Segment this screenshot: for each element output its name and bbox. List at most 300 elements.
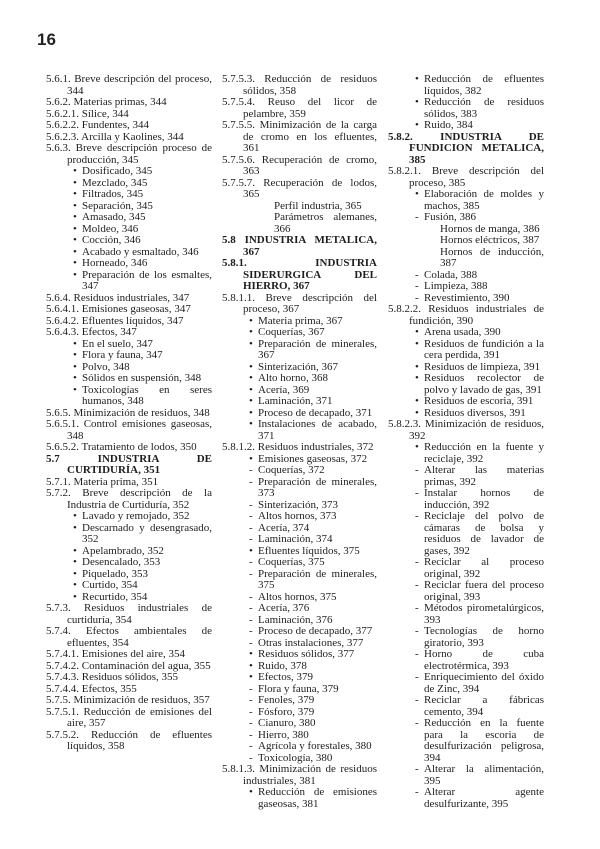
index-entry bbox=[46, 649, 212, 661]
entry-text: Reducción de residuos sólidos, 383 bbox=[424, 96, 544, 120]
entry-text: Hornos eléctricos, 387 bbox=[440, 234, 540, 246]
index-entry bbox=[388, 764, 544, 787]
entry-text: Residuos diversos, 391 bbox=[424, 406, 526, 419]
entry-text: Filtrados, 345 bbox=[82, 188, 144, 200]
entry-text: Horno de cuba electrotérmica, 393 bbox=[424, 648, 544, 672]
bullet-marker: • bbox=[73, 176, 77, 189]
entry-text: Residuos sólidos, 377 bbox=[258, 648, 355, 660]
entry-text: 5.6.4.1. Emisiones gaseosas, 347 bbox=[46, 303, 191, 315]
entry-text: 5.8.1.3. Minimización de residuos industriales, 381 bbox=[222, 763, 377, 787]
dash-marker: - bbox=[415, 694, 419, 706]
index-entry bbox=[46, 373, 212, 385]
index-entry bbox=[222, 511, 377, 523]
entry-text: Cianuro, 380 bbox=[258, 717, 316, 729]
entry-text: Flora y fauna, 347 bbox=[82, 349, 163, 361]
entry-text: Sinterización, 367 bbox=[258, 360, 339, 373]
entry-text: Descarnado y desengrasado, 352 bbox=[82, 521, 212, 545]
dash-marker: - bbox=[249, 705, 253, 718]
entry-text: 5.6.5. Minimización de residuos, 348 bbox=[46, 406, 210, 419]
entry-text: Reciclar fuera del proceso original, 393 bbox=[424, 579, 544, 603]
bullet-marker: • bbox=[415, 119, 419, 131]
entry-text: Piquelado, 353 bbox=[82, 567, 148, 580]
dash-marker: - bbox=[415, 763, 419, 775]
bullet-marker: • bbox=[73, 567, 77, 580]
entry-text: 5.8.2.3. Minimización de residuos, 392 bbox=[388, 418, 544, 442]
index-entry bbox=[222, 212, 377, 235]
dash-marker: - bbox=[249, 475, 253, 488]
bullet-marker: • bbox=[73, 544, 77, 557]
dash-marker: - bbox=[249, 636, 253, 649]
index-entry bbox=[388, 339, 544, 362]
bullet-marker: • bbox=[73, 234, 77, 246]
bullet-marker: • bbox=[415, 73, 419, 85]
bullet-marker: • bbox=[249, 314, 253, 327]
entry-text: 5.6.2. Materias primas, 344 bbox=[46, 96, 167, 108]
entry-text: 5.7.4.4. Efectos, 355 bbox=[46, 682, 137, 695]
entry-text: Reducción de emisiones gaseosas, 381 bbox=[258, 786, 377, 810]
index-entry bbox=[46, 442, 212, 454]
index-entry bbox=[388, 718, 544, 764]
entry-text: Preparación de los esmaltes, 347 bbox=[82, 268, 212, 292]
entry-text: 5.8.1. INDUSTRIA SIDERURGICA DEL HIERRO, 367 bbox=[222, 257, 377, 292]
bullet-marker: • bbox=[73, 510, 77, 522]
index-entry bbox=[46, 419, 212, 442]
entry-text: Polvo, 348 bbox=[82, 360, 130, 373]
bullet-marker: • bbox=[249, 395, 253, 407]
bullet-marker: • bbox=[415, 406, 419, 419]
entry-text: Residuos recolector de polvo y lavado de gas, 391 bbox=[424, 372, 544, 396]
bullet-marker: • bbox=[73, 257, 77, 269]
entry-text: Hornos de inducción, 387 bbox=[440, 245, 544, 269]
entry-text: Flora y fauna, 379 bbox=[258, 682, 339, 695]
index-entry bbox=[222, 764, 377, 787]
entry-text: Moldeo, 346 bbox=[82, 222, 139, 235]
entry-text: 5.7.5.5. Minimización de la carga de cromo en los efluentes, 361 bbox=[222, 119, 377, 154]
index-entry bbox=[46, 304, 212, 316]
entry-text: Otras instalaciones, 377 bbox=[258, 636, 364, 649]
entry-text: Recurtido, 354 bbox=[82, 590, 148, 603]
index-entry bbox=[388, 603, 544, 626]
dash-marker: - bbox=[415, 786, 419, 798]
bullet-marker: • bbox=[73, 222, 77, 235]
index-column-1 bbox=[46, 74, 212, 753]
index-entry bbox=[222, 672, 377, 684]
dash-marker: - bbox=[249, 728, 253, 741]
entry-text: 5.7.4.2. Contaminación del agua, 355 bbox=[46, 659, 211, 672]
index-entry bbox=[222, 155, 377, 178]
entry-text: Residuos de limpieza, 391 bbox=[424, 360, 541, 373]
index-entry bbox=[388, 166, 544, 189]
bullet-marker: • bbox=[249, 406, 253, 419]
dash-marker: - bbox=[249, 751, 253, 764]
bullet-marker: • bbox=[249, 383, 253, 396]
page-number: 16 bbox=[37, 30, 56, 49]
index-entry bbox=[388, 235, 544, 247]
entry-text: 5.7.4. Efectos ambientales de efluentes, 354 bbox=[46, 625, 212, 649]
dash-marker: - bbox=[249, 498, 253, 511]
index-entry bbox=[46, 488, 212, 511]
bullet-marker: • bbox=[415, 441, 419, 453]
dash-marker: - bbox=[249, 510, 253, 522]
entry-text: Residuos de escoria, 391 bbox=[424, 395, 534, 407]
index-entry bbox=[222, 74, 377, 97]
entry-text: Sólidos en suspensión, 348 bbox=[82, 372, 202, 384]
index-entry bbox=[46, 166, 212, 178]
index-entry bbox=[46, 523, 212, 546]
bullet-marker: • bbox=[73, 383, 77, 396]
index-entry bbox=[222, 534, 377, 546]
index-entry bbox=[46, 730, 212, 753]
index-entry bbox=[46, 350, 212, 362]
entry-text: 5.6.2.1. Sílice, 344 bbox=[46, 107, 129, 120]
dash-marker: - bbox=[415, 671, 419, 683]
index-entry bbox=[46, 580, 212, 592]
entry-text: Arena usada, 390 bbox=[424, 326, 501, 338]
entry-text: Proceso de decapado, 377 bbox=[258, 625, 373, 637]
index-entry bbox=[46, 626, 212, 649]
entry-text: Laminación, 376 bbox=[258, 613, 333, 626]
entry-text: 5.6.3. Breve descripción proceso de producción, 345 bbox=[46, 142, 212, 166]
bullet-marker: • bbox=[73, 268, 77, 281]
entry-text: Coquerías, 367 bbox=[258, 326, 325, 338]
entry-text: Altos hornos, 373 bbox=[258, 510, 337, 522]
entry-text: Amasado, 345 bbox=[82, 211, 146, 223]
index-entry bbox=[222, 718, 377, 730]
index-entry bbox=[388, 120, 544, 132]
entry-text: 5.6.1. Breve descripción del proceso, 344 bbox=[46, 73, 212, 97]
bullet-marker: • bbox=[415, 372, 419, 384]
entry-text: 5.6.5.2. Tratamiento de lodos, 350 bbox=[46, 441, 197, 453]
bullet-marker: • bbox=[73, 165, 77, 177]
entry-text: Tecnologías de horno giratorio, 393 bbox=[424, 625, 544, 649]
bullet-marker: • bbox=[73, 188, 77, 200]
index-entry bbox=[388, 787, 544, 810]
entry-text: Ruido, 384 bbox=[424, 119, 473, 131]
index-entry bbox=[46, 212, 212, 224]
index-entry bbox=[388, 511, 544, 557]
dash-marker: - bbox=[415, 556, 419, 568]
index-entry bbox=[46, 235, 212, 247]
bullet-marker: • bbox=[249, 372, 253, 384]
dash-marker: - bbox=[249, 740, 253, 752]
bullet-marker: • bbox=[73, 349, 77, 361]
entry-text: Reducción de efluentes líquidos, 382 bbox=[424, 73, 544, 97]
entry-text: Efectos, 379 bbox=[258, 671, 313, 683]
bullet-marker: • bbox=[73, 579, 77, 591]
index-entry bbox=[388, 373, 544, 396]
index-entry bbox=[46, 672, 212, 684]
entry-text: Toxicologías en seres humanos, 348 bbox=[82, 383, 212, 407]
entry-text: Coquerías, 375 bbox=[258, 556, 325, 568]
dash-marker: - bbox=[415, 510, 419, 522]
entry-text: Altos hornos, 375 bbox=[258, 590, 337, 603]
index-entry bbox=[46, 270, 212, 293]
entry-text: 5.7.5.4. Reuso del licor de pelambre, 359 bbox=[222, 96, 377, 120]
entry-text: Ruido, 378 bbox=[258, 659, 307, 672]
index-entry bbox=[222, 178, 377, 201]
entry-text: Métodos pirometalúrgicos, 393 bbox=[424, 602, 544, 626]
bullet-marker: • bbox=[249, 648, 253, 660]
index-entry bbox=[46, 557, 212, 569]
bullet-marker: • bbox=[415, 360, 419, 373]
index-entry bbox=[46, 97, 212, 109]
entry-text: 5.7.1. Materia prima, 351 bbox=[46, 475, 159, 488]
index-entry bbox=[388, 212, 544, 224]
index-entry bbox=[388, 396, 544, 408]
entry-text: Fenoles, 379 bbox=[258, 694, 315, 706]
dash-marker: - bbox=[249, 694, 253, 706]
index-entry bbox=[388, 281, 544, 293]
entry-text: Sinterización, 373 bbox=[258, 498, 339, 511]
index-entry bbox=[388, 626, 544, 649]
bullet-marker: • bbox=[73, 372, 77, 384]
bullet-marker: • bbox=[73, 245, 77, 258]
index-entry bbox=[222, 741, 377, 753]
index-entry bbox=[46, 603, 212, 626]
entry-text: Preparación de minerales, 367 bbox=[258, 337, 377, 361]
entry-text: 5.6.4. Residuos industriales, 347 bbox=[46, 291, 190, 304]
entry-text: En el suelo, 347 bbox=[82, 337, 153, 350]
entry-text: 5.6.4.3. Efectos, 347 bbox=[46, 326, 137, 338]
dash-marker: - bbox=[249, 521, 253, 534]
index-entry bbox=[46, 511, 212, 523]
entry-text: Perfil industria, 365 bbox=[274, 199, 362, 212]
entry-text: Residuos de fundición a la cera perdida, 391 bbox=[424, 337, 544, 361]
index-entry bbox=[222, 339, 377, 362]
index-entry bbox=[388, 442, 544, 465]
index-entry bbox=[388, 304, 544, 327]
index-heading bbox=[222, 258, 377, 293]
index-entry bbox=[46, 74, 212, 97]
entry-text: Desencalado, 353 bbox=[82, 556, 161, 568]
index-entry bbox=[388, 97, 544, 120]
entry-text: Lavado y remojado, 352 bbox=[82, 510, 190, 522]
entry-text: Fusión, 386 bbox=[424, 211, 476, 223]
bullet-marker: • bbox=[73, 360, 77, 373]
dash-marker: - bbox=[415, 487, 419, 499]
dash-marker: - bbox=[415, 579, 419, 591]
entry-text: Emisiones gaseosas, 372 bbox=[258, 452, 368, 465]
dash-marker: - bbox=[249, 625, 253, 637]
entry-text: 5.7.4.3. Residuos sólidos, 355 bbox=[46, 671, 179, 683]
entry-text: 5.7.5.2. Reducción de efluentes líquidos, 358 bbox=[46, 728, 212, 752]
bullet-marker: • bbox=[73, 521, 77, 534]
entry-text: Coquerías, 372 bbox=[258, 464, 325, 476]
entry-text: Fósforo, 379 bbox=[258, 705, 315, 718]
entry-text: Hornos de manga, 386 bbox=[440, 222, 540, 235]
entry-text: 5.7.3. Residuos industriales de curtiduría, 354 bbox=[46, 602, 212, 626]
entry-text: 5.7 INDUSTRIA DE CURTIDURÍA, 351 bbox=[46, 452, 212, 476]
entry-text: 5.6.2.3. Arcilla y Kaolines, 344 bbox=[46, 130, 184, 143]
entry-text: Dosificado, 345 bbox=[82, 165, 153, 177]
index-entry bbox=[388, 695, 544, 718]
bullet-marker: • bbox=[415, 188, 419, 200]
entry-text: Apelambrado, 352 bbox=[82, 544, 164, 557]
entry-text: Elaboración de moldes y machos, 385 bbox=[424, 188, 544, 212]
index-heading bbox=[46, 454, 212, 477]
dash-marker: - bbox=[415, 211, 419, 223]
index-entry bbox=[222, 603, 377, 615]
index-entry bbox=[388, 557, 544, 580]
entry-text: 5.6.2.2. Fundentes, 344 bbox=[46, 119, 149, 131]
entry-text: Efluentes líquidos, 375 bbox=[258, 544, 360, 557]
dash-marker: - bbox=[249, 717, 253, 729]
entry-text: Separación, 345 bbox=[82, 199, 153, 212]
dash-marker: - bbox=[415, 717, 419, 729]
entry-text: Laminación, 371 bbox=[258, 395, 333, 407]
index-entry bbox=[388, 327, 544, 339]
bullet-marker: • bbox=[415, 395, 419, 407]
bullet-marker: • bbox=[249, 671, 253, 683]
bullet-marker: • bbox=[249, 452, 253, 465]
index-entry bbox=[388, 672, 544, 695]
index-entry bbox=[388, 488, 544, 511]
dash-marker: - bbox=[249, 464, 253, 476]
index-entry bbox=[222, 695, 377, 707]
bullet-marker: • bbox=[249, 418, 253, 430]
entry-text: 5.8.2.1. Breve descripción del proceso, 385 bbox=[388, 165, 544, 189]
bullet-marker: • bbox=[249, 337, 253, 350]
dash-marker: - bbox=[415, 625, 419, 637]
dash-marker: - bbox=[415, 280, 419, 292]
entry-text: Alterar agente desulfurizante, 395 bbox=[424, 786, 544, 810]
dash-marker: - bbox=[415, 602, 419, 614]
index-entry bbox=[46, 143, 212, 166]
entry-text: Materia prima, 367 bbox=[258, 314, 343, 327]
index-entry bbox=[388, 247, 544, 270]
index-entry bbox=[388, 465, 544, 488]
entry-text: 5.7.5.6. Recuperación de cromo, 363 bbox=[222, 153, 377, 177]
bullet-marker: • bbox=[73, 211, 77, 223]
bullet-marker: • bbox=[415, 96, 419, 108]
index-entry bbox=[46, 258, 212, 270]
index-entry bbox=[222, 293, 377, 316]
entry-text: Preparación de minerales, 375 bbox=[258, 567, 377, 591]
index-entry bbox=[222, 626, 377, 638]
entry-text: Acabado y esmaltado, 346 bbox=[82, 245, 199, 258]
entry-text: Alterar la alimentación, 395 bbox=[424, 763, 544, 787]
bullet-marker: • bbox=[249, 326, 253, 338]
index-entry bbox=[46, 189, 212, 201]
bullet-marker: • bbox=[73, 199, 77, 212]
entry-text: Acería, 369 bbox=[258, 383, 310, 396]
index-entry bbox=[222, 396, 377, 408]
dash-marker: - bbox=[249, 682, 253, 695]
entry-text: 5.6.4.2. Efluentes líquidos, 347 bbox=[46, 314, 184, 327]
entry-text: Alto horno, 368 bbox=[258, 372, 328, 384]
index-heading bbox=[388, 132, 544, 167]
entry-text: Agrícola y forestales, 380 bbox=[258, 740, 372, 752]
entry-text: 5.8.2.2. Residuos industriales de fundición, 390 bbox=[388, 303, 544, 327]
dash-marker: - bbox=[415, 648, 419, 660]
entry-text: 5.7.5.1. Reducción de emisiones del aire, 357 bbox=[46, 705, 212, 729]
dash-marker: - bbox=[249, 590, 253, 603]
entry-text: Enriquecimiento del óxido de Zinc, 394 bbox=[424, 671, 544, 695]
entry-text: Instalar hornos de inducción, 392 bbox=[424, 487, 544, 511]
index-entry bbox=[388, 419, 544, 442]
index-entry bbox=[222, 649, 377, 661]
entry-text: Reducción en la fuente y reciclaje, 392 bbox=[424, 441, 544, 465]
bullet-marker: • bbox=[73, 337, 77, 350]
dash-marker: - bbox=[415, 268, 419, 281]
bullet-marker: • bbox=[249, 786, 253, 798]
index-entry bbox=[46, 385, 212, 408]
entry-text: 5.7.5. Minimización de residuos, 357 bbox=[46, 694, 210, 706]
dash-marker: - bbox=[249, 613, 253, 626]
dash-marker: - bbox=[249, 567, 253, 580]
index-entry bbox=[222, 557, 377, 569]
entry-text: Proceso de decapado, 371 bbox=[258, 406, 373, 419]
index-column-3 bbox=[388, 74, 544, 810]
entry-text: 5.8.1.2. Residuos industriales, 372 bbox=[222, 441, 374, 453]
index-entry bbox=[388, 580, 544, 603]
index-heading bbox=[222, 235, 377, 258]
index-entry bbox=[222, 465, 377, 477]
entry-text: Curtido, 354 bbox=[82, 579, 138, 591]
entry-text: Reciclar a fábricas cemento, 394 bbox=[424, 694, 544, 718]
entry-text: Instalaciones de acabado, 371 bbox=[258, 418, 377, 442]
entry-text: Revestimiento, 390 bbox=[424, 291, 510, 304]
index-entry bbox=[46, 120, 212, 132]
index-entry bbox=[388, 649, 544, 672]
index-entry bbox=[46, 707, 212, 730]
entry-text: 5.8.2. INDUSTRIA DE FUNDICION METALICA, 385 bbox=[388, 130, 544, 166]
index-entry bbox=[388, 74, 544, 97]
index-entry bbox=[222, 327, 377, 339]
bullet-marker: • bbox=[415, 337, 419, 350]
index-entry bbox=[222, 419, 377, 442]
bullet-marker: • bbox=[249, 544, 253, 557]
bullet-marker: • bbox=[249, 659, 253, 672]
bullet-marker: • bbox=[415, 326, 419, 338]
index-entry bbox=[222, 442, 377, 454]
index-entry bbox=[222, 120, 377, 155]
bullet-marker: • bbox=[73, 590, 77, 603]
entry-text: Laminación, 374 bbox=[258, 533, 333, 545]
index-entry bbox=[222, 569, 377, 592]
entry-text: 5.7.2. Breve descripción de la Industria de Curtiduría, 352 bbox=[46, 487, 212, 511]
entry-text: Horneado, 346 bbox=[82, 257, 148, 269]
index-column-2 bbox=[222, 74, 377, 810]
entry-text: Reducción en la fuente para la escoria de desulfurización peligrosa, 394 bbox=[424, 717, 544, 764]
entry-text: Parámetros alemanes, 366 bbox=[274, 211, 377, 235]
index-entry bbox=[222, 373, 377, 385]
entry-text: 5.7.5.3. Reducción de residuos sólidos, 358 bbox=[222, 73, 377, 97]
bullet-marker: • bbox=[73, 556, 77, 568]
entry-text: Alterar las materias primas, 392 bbox=[424, 464, 544, 488]
entry-text: Limpieza, 388 bbox=[424, 280, 488, 292]
dash-marker: - bbox=[249, 556, 253, 568]
entry-text: Hierro, 380 bbox=[258, 728, 309, 741]
index-entry bbox=[46, 327, 212, 339]
dash-marker: - bbox=[415, 291, 419, 304]
dash-marker: - bbox=[249, 602, 253, 614]
entry-text: Reciclar al proceso original, 392 bbox=[424, 556, 544, 580]
index-entry bbox=[388, 189, 544, 212]
entry-text: Acería, 376 bbox=[258, 602, 310, 614]
index-entry bbox=[222, 787, 377, 810]
entry-text: Acería, 374 bbox=[258, 521, 310, 534]
index-entry bbox=[222, 477, 377, 500]
entry-text: Colada, 388 bbox=[424, 268, 478, 281]
dash-marker: - bbox=[249, 533, 253, 545]
entry-text: 5.8.1.1. Breve descripción del proceso, 367 bbox=[222, 291, 377, 315]
entry-text: Mezclado, 345 bbox=[82, 176, 148, 189]
entry-text: 5.7.5.7. Recuperación de lodos, 365 bbox=[222, 176, 377, 200]
entry-text: 5.6.5.1. Control emisiones gaseosas, 348 bbox=[46, 418, 212, 442]
bullet-marker: • bbox=[249, 360, 253, 373]
entry-text: Reciclaje del polvo de cámaras de bolsa y residuos de lavador de gases, 392 bbox=[424, 510, 544, 557]
